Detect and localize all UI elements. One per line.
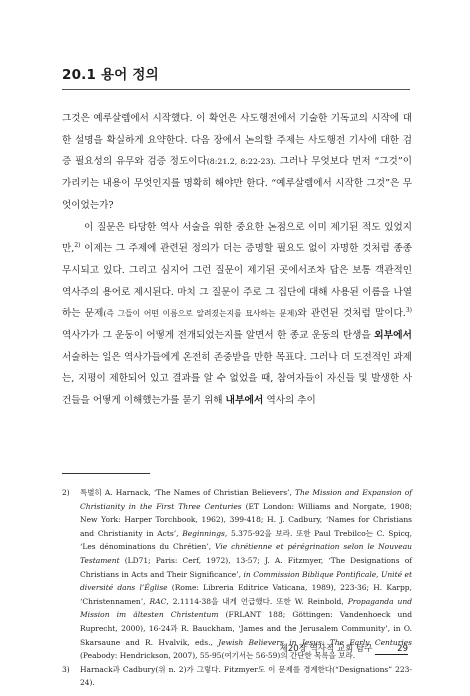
fn2-title-4: in Commission Biblique Pontificale, Unité et diversité dans l’Église [80,569,412,593]
footnote-number: 3) [62,664,70,674]
p2-parenthetical: (즉 그들이 어떤 이름으로 알려졌는지를 묘사하는 문제) [103,309,298,319]
p2-text-e: 서술하는 일은 역사가들에게 온전히 존중받을 만한 목표다. 그러나 더 도전적인 과제는, 지평이 제한되어 있고 결과를 알 수 없었을 때, 참여자들이 자신들 및 발생한 사건들을 어떻게 이해했는가를 묻기 위해 [62,351,412,407]
paragraph-2 [62,217,412,412]
paragraph-1 [62,108,412,217]
footnotes [62,486,412,690]
page-footer [280,642,408,655]
p2-text-b: 이제는 그 주제에 관련된 정의가 더는 증명할 필요도 없이 자명한 것처럼 종종 무시되고 있다. 그리고 심지어 그런 질문이 제기된 곳에서조차 답은 보통 객관적인 역사주의 용어로 제시된다. 마치 그 질문이 주로 그 집단에 대해 사용된 이름을 나열하는 문제 [62,243,412,320]
p2-text-a: 이 질문은 타당한 역사 서술을 위한 중요한 논점으로 이미 제기된 적도 있었지만, [62,221,412,255]
heading-rule [62,89,410,90]
main-text [62,108,412,412]
fn2-text-8: (Peabody: Hendrickson, 2007), 55-95(여기서는 56-59)의 간단한 목록을 보라. [80,651,356,661]
footnote-2 [62,486,412,663]
footnote-text [80,486,412,663]
fn2-title-1: The Mission and Expansion of Christianity in the First Three Centuries [80,488,412,511]
fn2-text-1: 특별히 A. Harnack, ‘The Names of Christian Believers’, [80,488,295,497]
footnote-separator [62,473,150,474]
fn2-text-6: , 2.1114-38을 내게 언급했다. 또한 W. Reinbold, [166,596,348,606]
footnote-number: 2) [62,488,70,497]
fn2-text-5: (Rome: Libreria Editrice Vaticana, 1989), 223-36; H. Karpp, ‘Christennamen’, [80,583,412,606]
p2-text-d: 역사가가 그 운동이 어떻게 전개되었는지를 알면서 한 종교 운동의 탄생을 [62,330,375,342]
p2-text-c: 와 관련된 것처럼 말이다. [297,308,406,320]
emphasis-outside: 외부에서 [374,330,412,342]
p1-text: 그것은 예루살렘에서 시작했다. 이 확언은 사도행전에서 기술한 기독교의 시작에 대한 설명을 확실하게 요약한다. 다음 장에서 논의할 주제는 사도행전 기사에 대한 검증 필요성의 유무와 검증 정도이다 [62,113,412,168]
running-title: 제20장 역사적 교회 탐구 [279,644,373,654]
fn2-title-7: Jewish Believers in Jesus: The Early Centuries [218,637,412,647]
p1-text-end: 그러나 무엇보다 먼저 “그것”이 가리키는 내용이 무엇인지를 명확히 해야만 한다. “예루살렘에서 시작한 그것”은 무엇이었는가? [62,156,413,211]
p1-reference: (8:21.2, 8:22-23). [206,157,276,167]
fn2-text-4: (LD71; Paris: Cerf, 1972), 13-57; J. A. Fitzmyer, ‘The Designations of Christians in Acts and Their Significance’, [80,555,412,579]
fn2-title-5: RAC [149,596,167,606]
footnote-3 [62,663,412,690]
page-number: 29 [375,644,408,655]
fn2-text-3: , 5.375-92을 보라. 또한 Paul Trebilco는 C. Spicq, ‘Les dénominations du Chrétien’, [80,528,412,552]
section-heading: 20.1 용어 정의 [62,67,159,83]
emphasis-inside: 내부에서 [225,395,264,407]
footnote-text: Harnack과 Cadbury(위 n. 2)가 그렇다. Fitzmyer도 이 문제를 경계한다(“Designations” 223-24). [80,664,412,688]
fn2-text-7: (FRLANT 188; Göttingen: Vandenhoeck und Ruprecht, 2000), 16-24과 R. Bauckham, ‘James and the Jerusalem Community’, in O. Skarsaune and R. Hvalvik, eds., [80,610,413,647]
footnote-ref-2[interactable]: 2) [74,242,81,250]
fn2-title-2: Beginnings [182,528,225,538]
footnote-ref-3[interactable]: 3) [405,307,413,315]
fn2-title-3: Vie chrétienne et pérégrination selon le Nouveau Testament [80,542,413,565]
fn2-text-2: (ET London: Williams and Norgate, 1908; New York: Harper Torchbook, 1962), 399-418; H. J. Cadbury, ‘Names for Christians and Christianity in Acts’, [80,501,412,538]
fn2-title-6: Propaganda und Mission im ältesten Christentum [80,596,413,620]
p2-text-f: 역사의 추이 [263,395,316,407]
